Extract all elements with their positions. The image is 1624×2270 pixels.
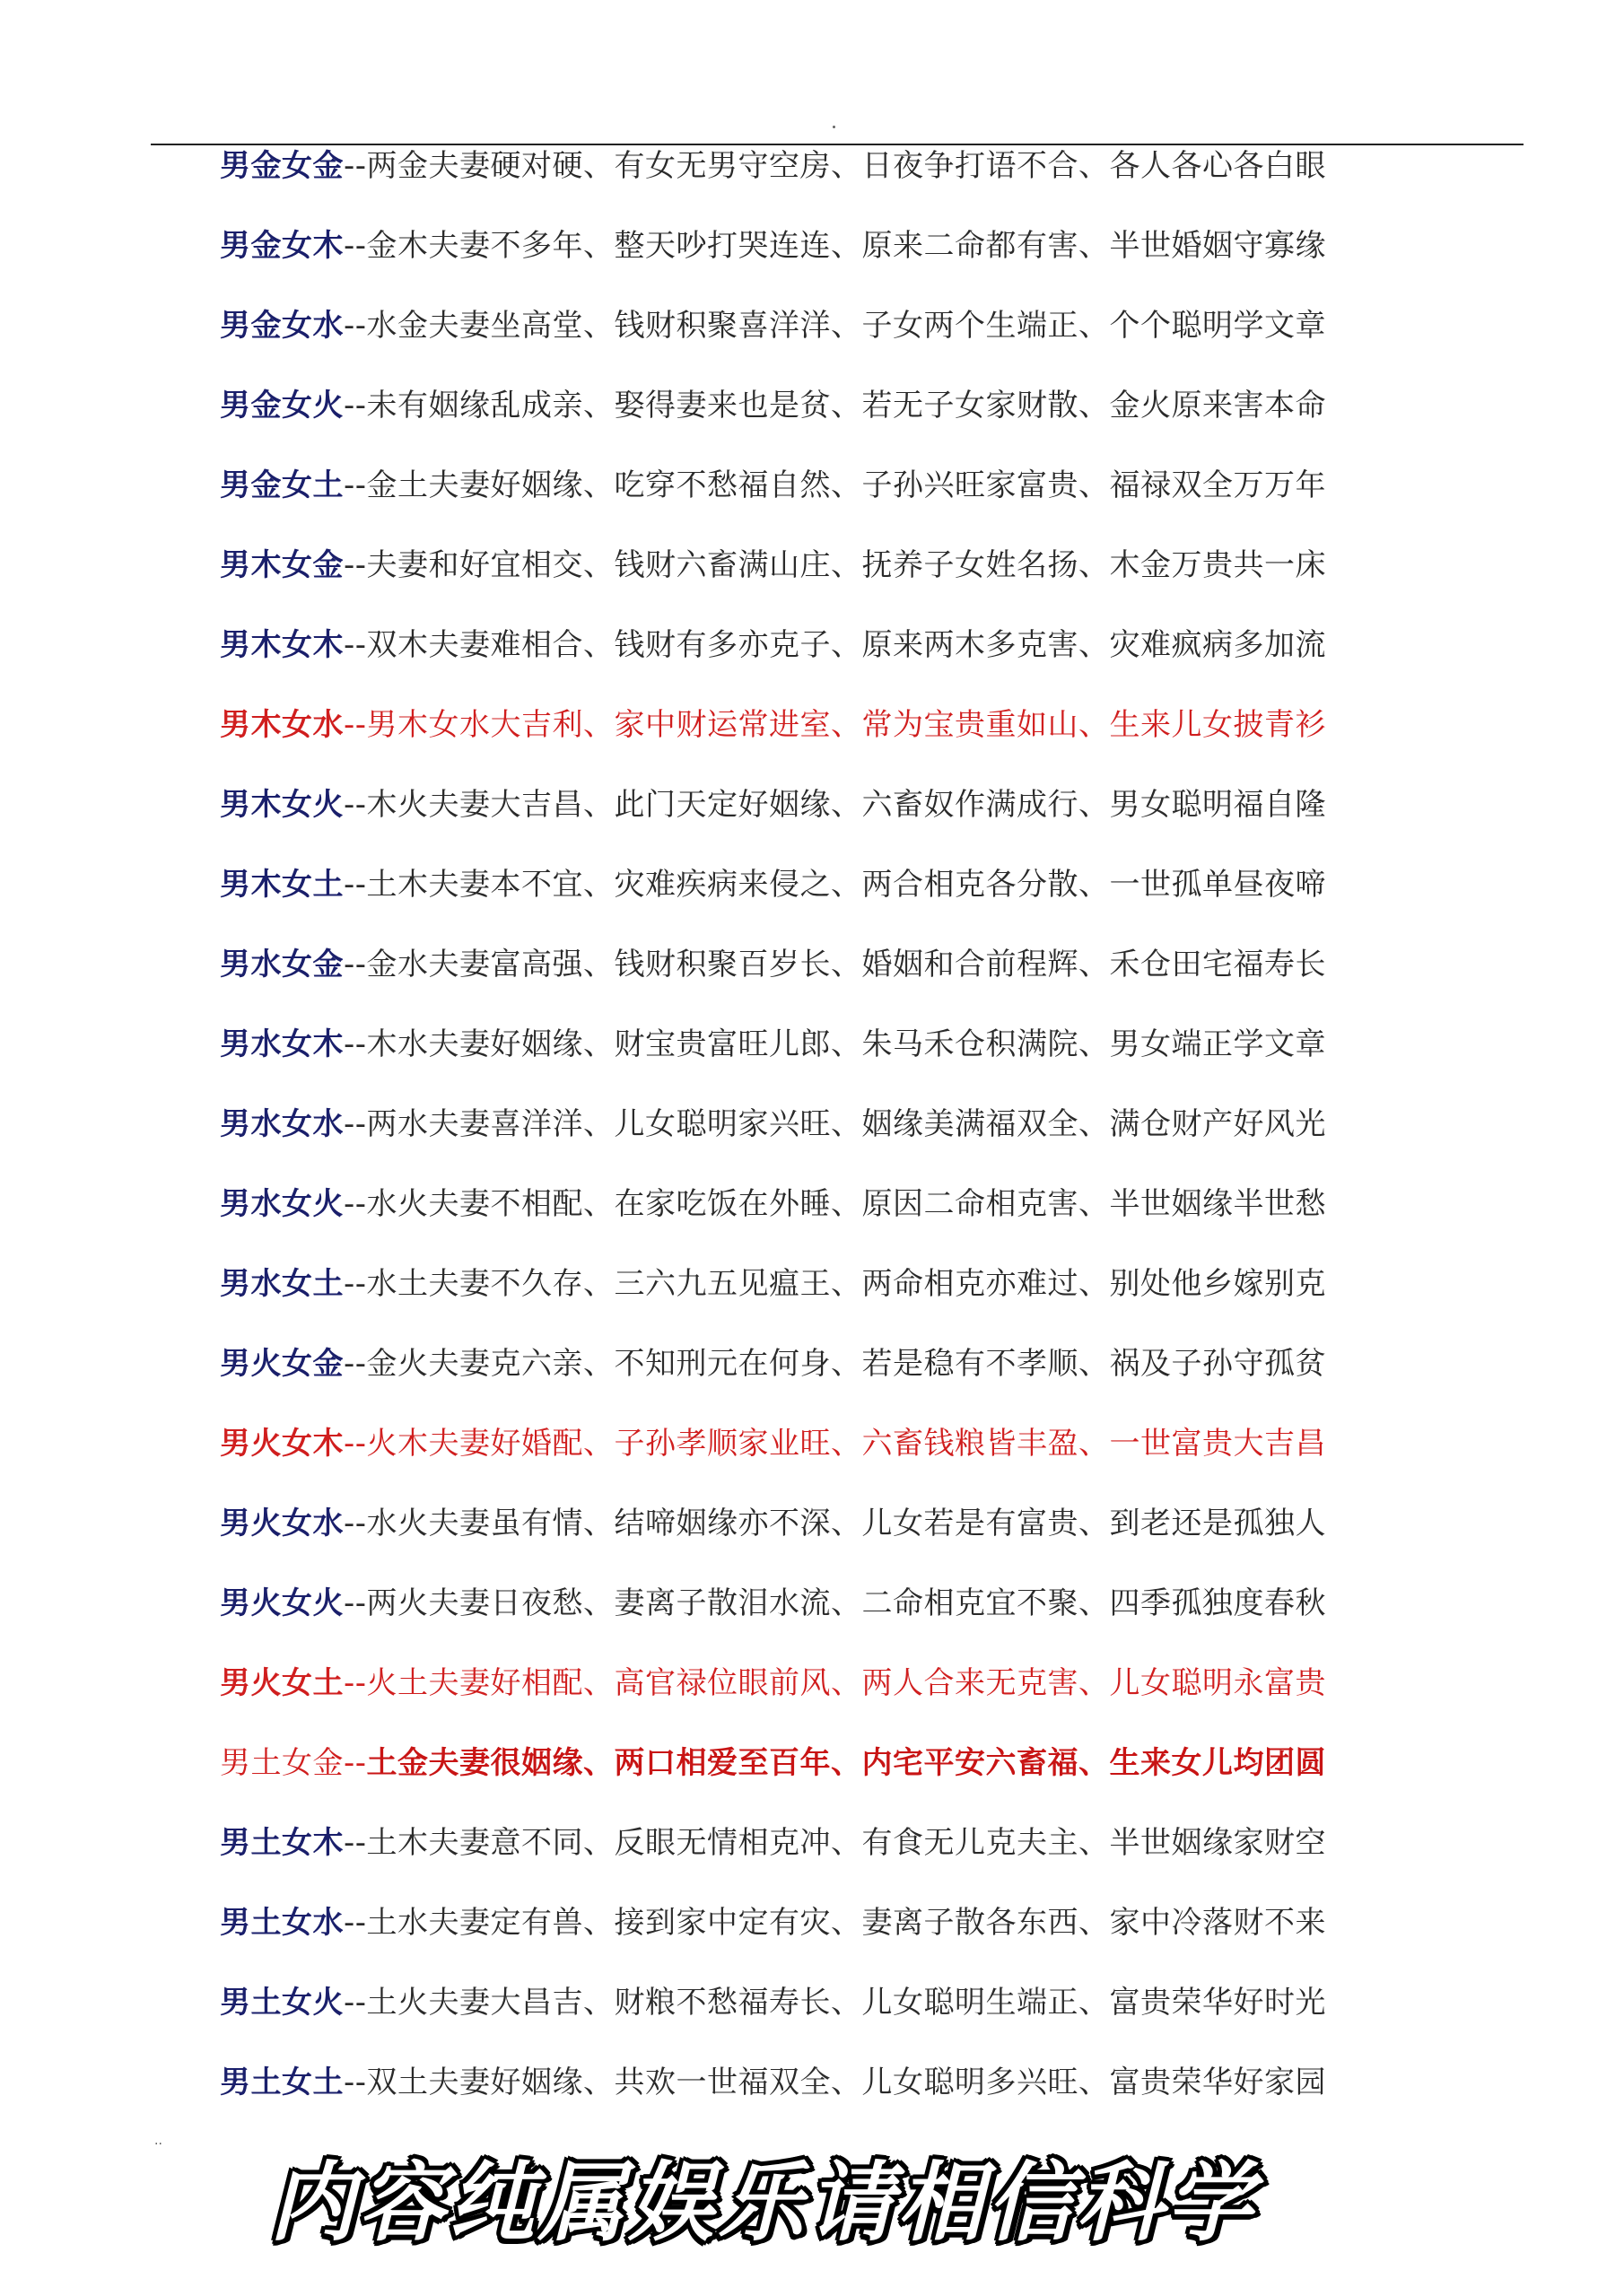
pairing-label: 男金女火 — [220, 388, 344, 423]
pairing-label: 男水女金 — [220, 947, 344, 982]
pairing-label: 男火女水 — [220, 1506, 344, 1541]
pairing-separator: -- — [344, 467, 367, 503]
pairing-verse: 水土夫妻不久存、三六九五见瘟王、两命相克亦难过、别处他乡嫁别克 — [366, 1266, 1327, 1302]
list-item — [220, 1820, 1476, 1900]
pairing-verse: 双土夫妻好姻缘、共欢一世福双全、儿女聪明多兴旺、富贵荣华好家园 — [366, 2065, 1327, 2100]
pairing-verse: 土金夫妻很姻缘、两口相爱至百年、内宅平安六畜福、生来女儿均团圆 — [366, 1745, 1327, 1781]
pairing-label: 男土女金 — [220, 1745, 344, 1781]
pairing-separator: -- — [344, 1106, 367, 1142]
pairing-separator: -- — [344, 308, 367, 344]
pairing-separator: -- — [344, 1985, 367, 2021]
pairing-separator: -- — [344, 1266, 367, 1302]
pairing-verse: 男木女水大吉利、家中财运常进室、常为宝贵重如山、生来儿女披青衫 — [366, 707, 1327, 743]
header-mark — [833, 126, 835, 128]
list-item — [220, 782, 1476, 862]
pairing-label: 男金女水 — [220, 308, 344, 344]
pairing-label: 男金女土 — [220, 467, 344, 503]
disclaimer-banner: 内容纯属娱乐请相信科学 — [269, 2152, 1256, 2253]
pairing-separator: -- — [344, 1825, 367, 1861]
compatibility-list — [220, 144, 1476, 2140]
pairing-label: 男木女水 — [220, 707, 344, 743]
pairing-verse: 火木夫妻好婚配、子孙孝顺家业旺、六畜钱粮皆丰盈、一世富贵大吉昌 — [366, 1426, 1327, 1462]
pairing-verse: 木火夫妻大吉昌、此门天定好姻缘、六畜奴作满成行、男女聪明福自隆 — [366, 787, 1327, 823]
pairing-verse: 金木夫妻不多年、整天吵打哭连连、原来二命都有害、半世婚姻守寡缘 — [366, 228, 1327, 264]
pairing-separator: -- — [344, 547, 367, 583]
pairing-separator: -- — [344, 707, 367, 743]
pairing-label: 男火女土 — [220, 1665, 344, 1701]
pairing-separator: -- — [344, 1506, 367, 1541]
pairing-label: 男土女水 — [220, 1905, 344, 1941]
pairing-separator: -- — [344, 947, 367, 982]
list-item — [220, 223, 1476, 303]
pairing-separator: -- — [344, 787, 367, 823]
pairing-separator: -- — [344, 1426, 367, 1462]
list-item — [220, 942, 1476, 1022]
list-item — [220, 303, 1476, 383]
list-item — [220, 1022, 1476, 1102]
list-item — [220, 2060, 1476, 2140]
pairing-verse: 夫妻和好宜相交、钱财六畜满山庄、抚养子女姓名扬、木金万贵共一床 — [366, 547, 1327, 583]
list-item — [220, 1741, 1476, 1820]
pairing-separator: -- — [344, 1745, 367, 1781]
pairing-verse: 土水夫妻定有兽、接到家中定有灾、妻离子散各东西、家中冷落财不来 — [366, 1905, 1327, 1941]
pairing-label: 男木女土 — [220, 867, 344, 903]
list-item — [220, 1421, 1476, 1501]
pairing-label: 男木女火 — [220, 787, 344, 823]
pairing-verse: 金水夫妻富高强、钱财积聚百岁长、婚姻和合前程辉、禾仓田宅福寿长 — [366, 947, 1327, 982]
pairing-verse: 双木夫妻难相合、钱财有多亦克子、原来两木多克害、灾难疯病多加流 — [366, 627, 1327, 663]
list-item — [220, 1102, 1476, 1182]
list-item — [220, 1182, 1476, 1262]
pairing-separator: -- — [344, 228, 367, 264]
pairing-label: 男木女金 — [220, 547, 344, 583]
list-item — [220, 1262, 1476, 1341]
pairing-verse: 两火夫妻日夜愁、妻离子散泪水流、二命相克宜不聚、四季孤独度春秋 — [366, 1585, 1327, 1621]
list-item — [220, 1341, 1476, 1421]
pairing-separator: -- — [344, 1186, 367, 1222]
pairing-label: 男水女水 — [220, 1106, 344, 1142]
pairing-verse: 木水夫妻好姻缘、财宝贵富旺儿郎、朱马禾仓积满院、男女端正学文章 — [366, 1026, 1327, 1062]
list-item — [220, 144, 1476, 223]
list-item — [220, 1900, 1476, 1980]
list-item — [220, 463, 1476, 543]
list-item — [220, 862, 1476, 942]
list-item — [220, 1501, 1476, 1581]
pairing-label: 男火女火 — [220, 1585, 344, 1621]
footer-mark: .. — [154, 2134, 162, 2148]
list-item — [220, 703, 1476, 782]
pairing-verse: 未有姻缘乱成亲、娶得妻来也是贫、若无子女家财散、金火原来害本命 — [366, 388, 1327, 423]
list-item — [220, 1661, 1476, 1741]
pairing-label: 男土女土 — [220, 2065, 344, 2100]
pairing-verse: 水火夫妻不相配、在家吃饭在外睡、原因二命相克害、半世姻缘半世愁 — [366, 1186, 1327, 1222]
list-item — [220, 623, 1476, 703]
pairing-separator: -- — [344, 2065, 367, 2100]
pairing-verse: 两金夫妻硬对硬、有女无男守空房、日夜争打语不合、各人各心各白眼 — [366, 148, 1327, 184]
pairing-separator: -- — [344, 1905, 367, 1941]
pairing-label: 男金女金 — [220, 148, 344, 184]
pairing-separator: -- — [344, 148, 367, 184]
pairing-label: 男火女金 — [220, 1346, 344, 1382]
pairing-verse: 两水夫妻喜洋洋、儿女聪明家兴旺、姻缘美满福双全、满仓财产好风光 — [366, 1106, 1327, 1142]
pairing-verse: 土火夫妻大昌吉、财粮不愁福寿长、儿女聪明生端正、富贵荣华好时光 — [366, 1985, 1327, 2021]
pairing-label: 男土女木 — [220, 1825, 344, 1861]
pairing-separator: -- — [344, 1665, 367, 1701]
pairing-label: 男木女木 — [220, 627, 344, 663]
pairing-separator: -- — [344, 627, 367, 663]
pairing-label: 男金女木 — [220, 228, 344, 264]
list-item — [220, 1980, 1476, 2060]
pairing-verse: 水火夫妻虽有情、结啼姻缘亦不深、儿女若是有富贵、到老还是孤独人 — [366, 1506, 1327, 1541]
pairing-verse: 火土夫妻好相配、高官禄位眼前风、两人合来无克害、儿女聪明永富贵 — [366, 1665, 1327, 1701]
pairing-label: 男水女土 — [220, 1266, 344, 1302]
pairing-verse: 水金夫妻坐高堂、钱财积聚喜洋洋、子女两个生端正、个个聪明学文章 — [366, 308, 1327, 344]
pairing-verse: 土木夫妻意不同、反眼无情相克冲、有食无儿克夫主、半世姻缘家财空 — [366, 1825, 1327, 1861]
pairing-separator: -- — [344, 1026, 367, 1062]
list-item — [220, 1581, 1476, 1661]
list-item — [220, 543, 1476, 623]
pairing-label: 男水女木 — [220, 1026, 344, 1062]
pairing-separator: -- — [344, 867, 367, 903]
pairing-label: 男水女火 — [220, 1186, 344, 1222]
pairing-label: 男火女木 — [220, 1426, 344, 1462]
pairing-separator: -- — [344, 388, 367, 423]
pairing-verse: 金土夫妻好姻缘、吃穿不愁福自然、子孙兴旺家富贵、福禄双全万万年 — [366, 467, 1327, 503]
pairing-verse: 金火夫妻克六亲、不知刑元在何身、若是稳有不孝顺、祸及子孙守孤贫 — [366, 1346, 1327, 1382]
list-item — [220, 383, 1476, 463]
pairing-separator: -- — [344, 1346, 367, 1382]
pairing-label: 男土女火 — [220, 1985, 344, 2021]
pairing-verse: 土木夫妻本不宜、灾难疾病来侵之、两合相克各分散、一世孤单昼夜啼 — [366, 867, 1327, 903]
pairing-separator: -- — [344, 1585, 367, 1621]
